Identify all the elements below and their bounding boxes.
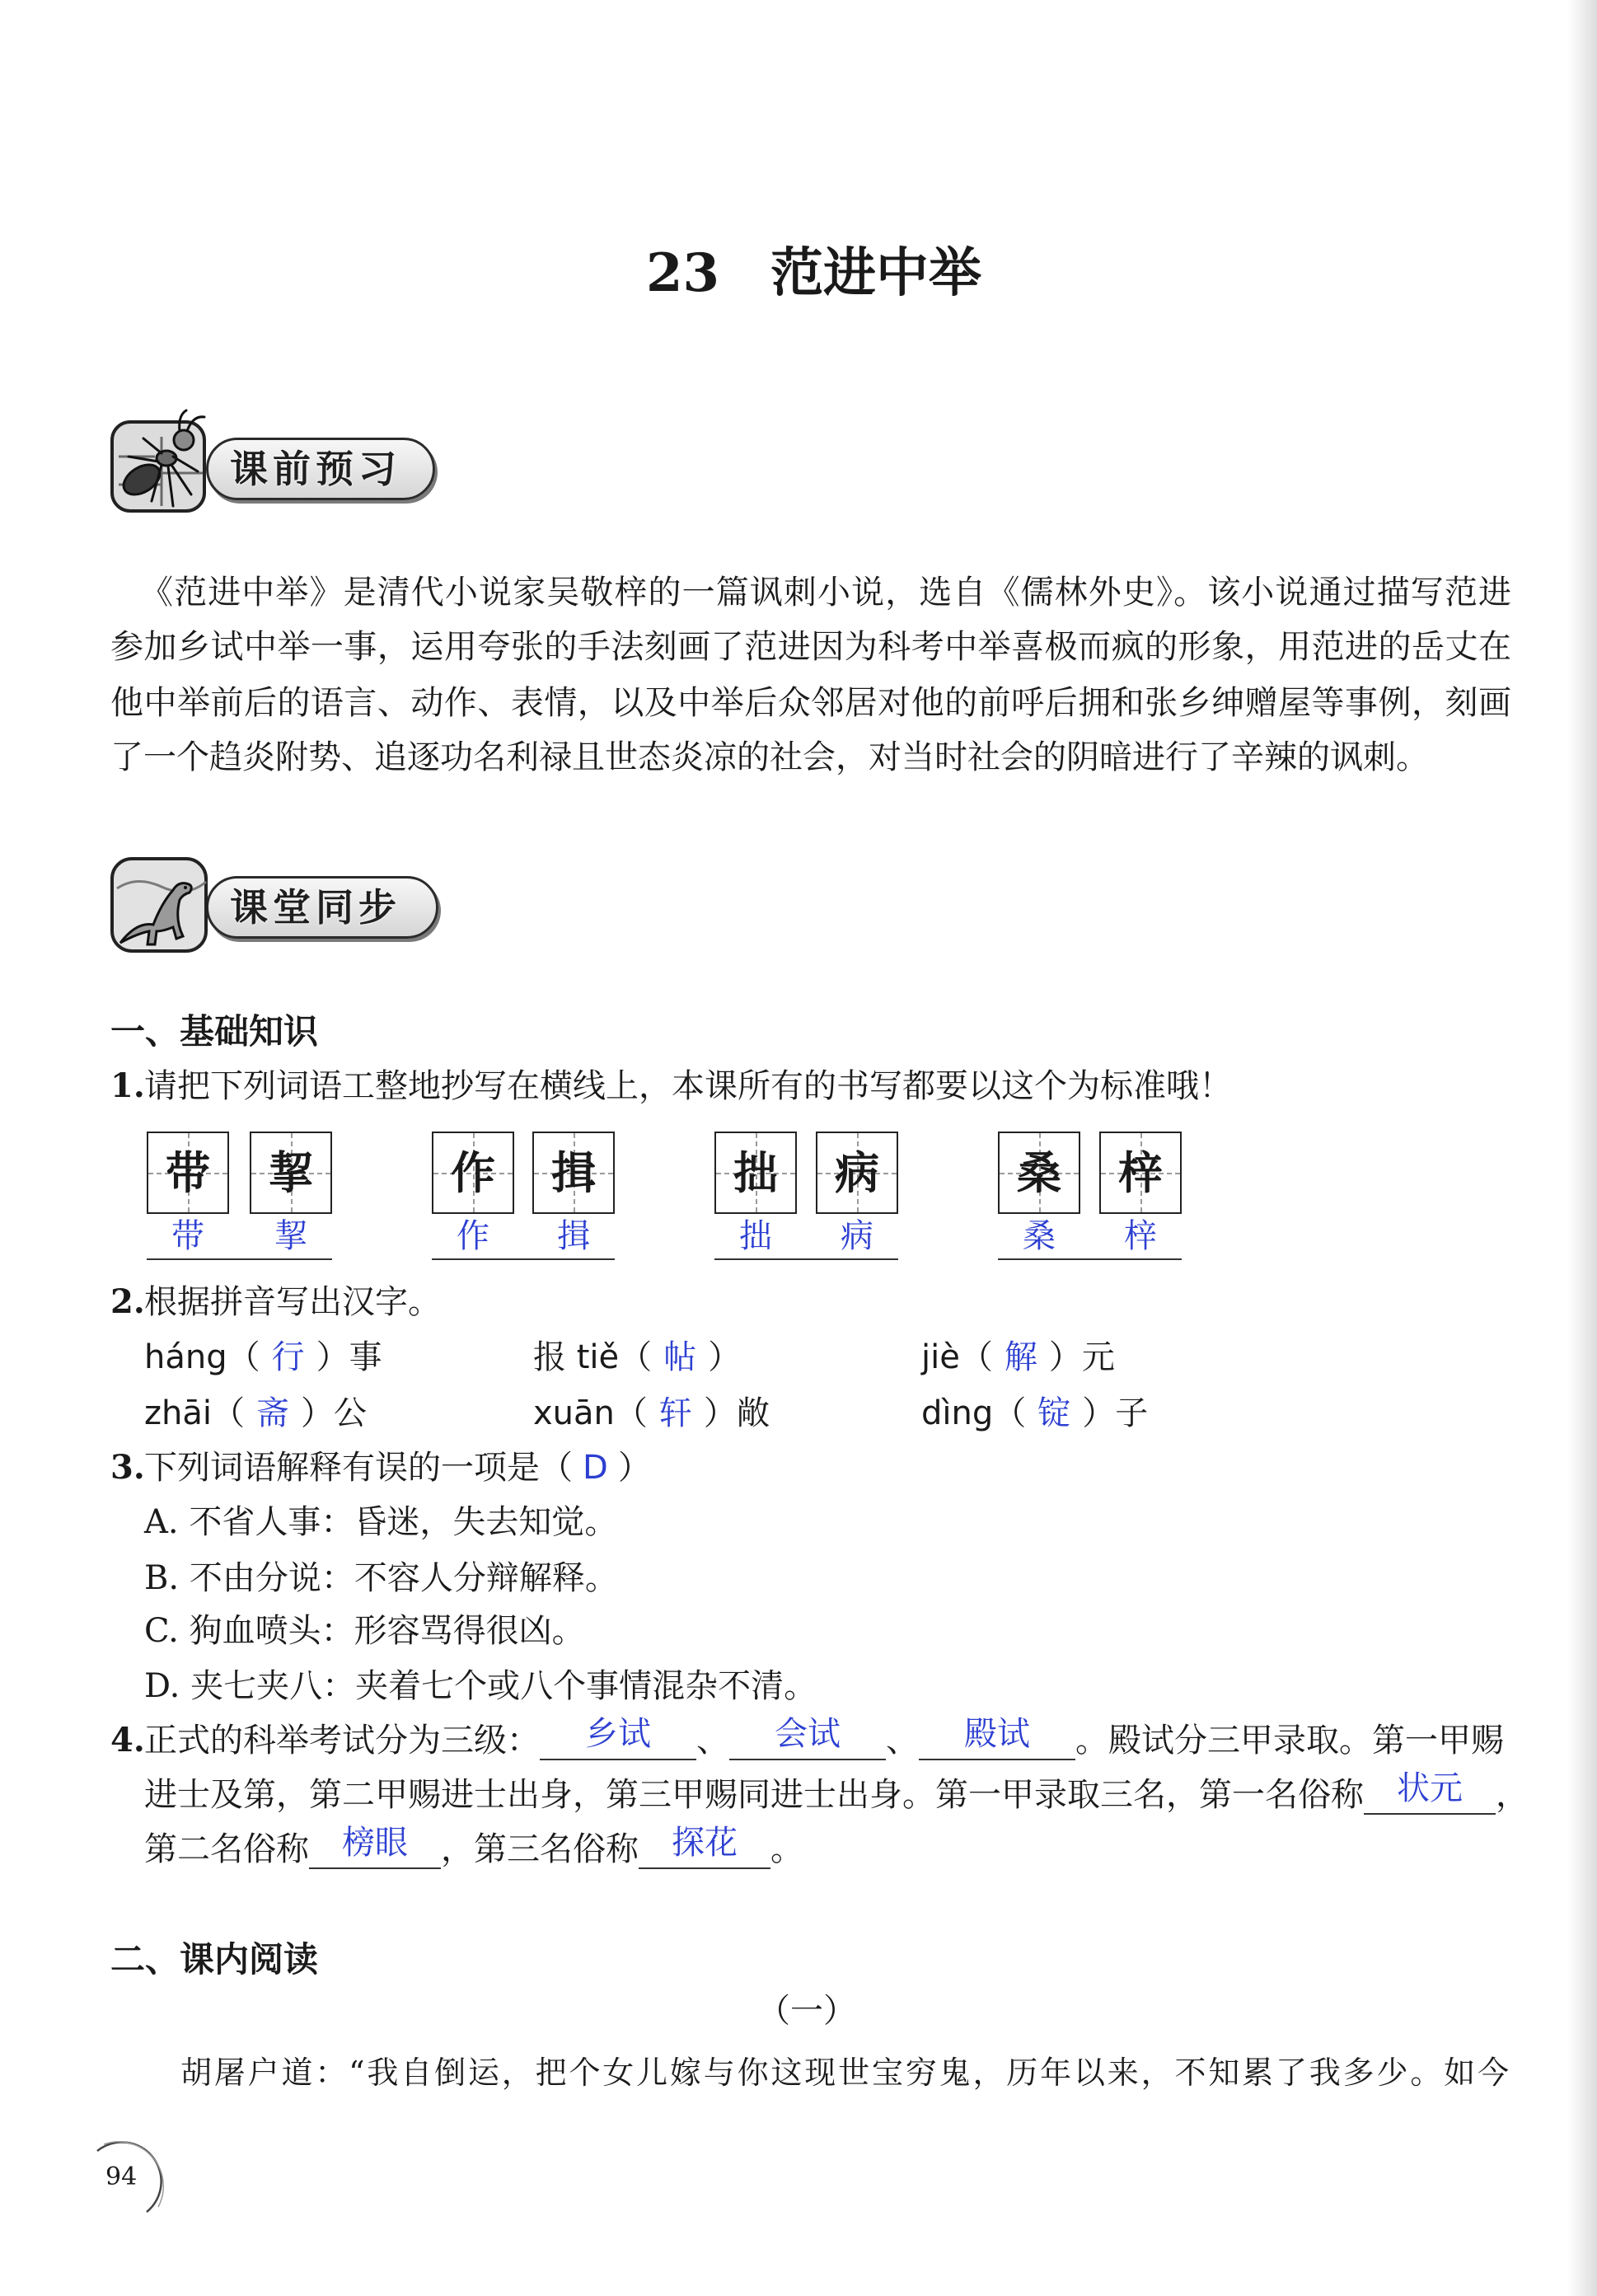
preview-badge-label: 课前预习 [230,447,401,491]
page-number: 94 [105,2162,138,2191]
pinyin-prompt: dìng（ [921,1394,1027,1432]
pinyin-answer[interactable]: 锭 [1037,1394,1071,1432]
pinyin-item [921,1394,1149,1432]
question-3 [110,1448,651,1487]
pinyin-answer[interactable]: 斋 [255,1394,289,1432]
question-text: 进士及第，第二甲赐进士出身，第三甲赐同进士出身。第一甲录取三名，第一名俗称 [144,1776,1364,1814]
choice-option-c: C. 狗血喷头：形容骂得很凶。 [144,1612,585,1650]
copy-grid-box [147,1132,229,1214]
choice-option-a: A. 不省人事：昏迷，失去知觉。 [144,1503,618,1541]
question-4-line-1 [110,1715,1504,1760]
blank-answer: 探花 [672,1824,738,1862]
fill-blank[interactable] [540,1715,696,1760]
choice-option-b: B. 不由分说：不容人分辩解释。 [144,1559,618,1597]
classroom-badge-label: 课堂同步 [230,885,401,930]
model-character: 揖 [551,1146,596,1199]
pinyin-item [921,1338,1115,1376]
pinyin-prompt: háng（ [144,1338,260,1376]
ant-icon [104,407,219,522]
intro-line: 《范进中举》是清代小说家吴敬梓的一篇讽刺小说，选自《儒林外史》。该小说通过描写范进 [140,574,1511,611]
copy-grid-box [250,1132,332,1214]
blank-answer: 状元 [1397,1769,1463,1807]
model-character: 作 [451,1146,495,1199]
question-text: 。 [770,1830,803,1868]
handwritten-answer[interactable]: 带 [171,1217,204,1255]
blank-answer: 乡试 [585,1715,651,1753]
question-4-line-2 [144,1769,1529,1815]
question-number: 3. [110,1448,145,1487]
writing-line [998,1258,1182,1260]
question-number: 2. [110,1282,145,1321]
model-character: 桑 [1017,1146,1061,1199]
dinosaur-icon [104,846,219,961]
question-number: 1. [110,1066,145,1105]
question-number: 4. [110,1721,145,1759]
choice-option-d: D. 夹七夹八：夹着七个或八个事情混杂不清。 [144,1667,817,1705]
pinyin-prompt: 报 tiě（ [533,1338,653,1376]
handwritten-answer[interactable]: 拙 [739,1217,772,1255]
blank-answer: 榜眼 [342,1824,408,1862]
handwritten-answer[interactable]: 桑 [1023,1217,1056,1255]
lesson-number: 23 [646,242,720,304]
question-text: ， [1496,1776,1529,1814]
handwritten-answer[interactable]: 揖 [557,1217,590,1255]
pinyin-suffix: ）事 [316,1338,382,1376]
section-heading-reading: 二、课内阅读 [110,1939,319,1980]
choice-answer[interactable]: D [583,1449,608,1487]
writing-line [714,1258,898,1260]
separator: 、 [886,1722,919,1759]
copy-grid-box [1099,1132,1182,1214]
handwritten-answer[interactable]: 病 [841,1217,873,1255]
question-text: 第二名俗称 [144,1830,309,1868]
pinyin-prompt: jiè（ [921,1338,993,1376]
pinyin-prompt: xuān（ [533,1394,648,1432]
pinyin-item [533,1338,742,1376]
pinyin-suffix: ）子 [1082,1394,1149,1432]
question-1 [110,1066,1232,1105]
copy-grid-box [816,1132,898,1214]
question-2 [110,1282,441,1321]
classroom-badge [206,876,438,939]
question-text: 正式的科举考试分为三级： [144,1722,540,1759]
question-4-line-3 [144,1824,803,1869]
blank-answer: 殿试 [964,1715,1030,1753]
handwritten-answer[interactable]: 作 [457,1217,489,1255]
fill-blank[interactable] [919,1715,1075,1760]
question-prompt: 下列词语解释有误的一项是（ [144,1449,573,1487]
pinyin-item [144,1338,382,1376]
pinyin-suffix: ）敞 [703,1394,770,1432]
handwritten-answer[interactable]: 梓 [1124,1217,1157,1255]
pinyin-answer[interactable]: 解 [1004,1338,1037,1376]
handwritten-answer[interactable]: 挈 [274,1217,307,1255]
reading-part-label: （一） [757,1992,856,2030]
pinyin-suffix: ）公 [300,1394,367,1432]
model-character: 带 [166,1146,210,1199]
reading-passage: 胡屠户道：“我自倒运，把个女儿嫁与你这现世宝穷鬼，历年以来，不知累了我多少。如今 [180,2055,1509,2091]
pinyin-item [533,1394,770,1432]
page-edge-shadow [1567,0,1597,2296]
copy-grid-box [432,1132,514,1214]
pinyin-prompt: zhāi（ [144,1394,245,1432]
model-character: 病 [835,1146,879,1199]
question-prompt-end: ） [617,1449,651,1487]
model-character: 挈 [269,1146,313,1199]
preview-badge [206,438,435,500]
question-prompt: 请把下列词语工整地抄写在横线上，本课所有的书写都要以这个为标准哦！ [144,1067,1232,1105]
model-character: 拙 [733,1146,778,1199]
writing-line [147,1258,332,1260]
fill-blank[interactable] [639,1824,770,1869]
fill-blank[interactable] [309,1824,441,1869]
copy-grid-box [532,1132,615,1214]
intro-line: 参加乡试中举一事，运用夸张的手法刻画了范进因为科考中举喜极而疯的形象，用范进的岳丈在 [110,628,1511,666]
pinyin-suffix: ）元 [1048,1338,1115,1376]
question-text: ，第三名俗称 [441,1830,639,1868]
lesson-title-text: 范进中举 [770,242,982,304]
section-heading-basics: 一、基础知识 [110,1011,319,1052]
intro-line: 他中举前后的语言、动作、表情，以及中举后众邻居对他的前呼后拥和张乡绅赠屋等事例，刻画 [110,684,1511,722]
fill-blank[interactable] [729,1715,886,1760]
pinyin-answer[interactable]: 帖 [663,1338,697,1376]
copy-grid-box [998,1132,1080,1214]
blank-answer: 会试 [775,1715,841,1753]
question-prompt: 根据拼音写出汉字。 [144,1283,441,1321]
pinyin-answer[interactable]: 轩 [658,1394,692,1432]
pinyin-suffix: ） [708,1338,742,1376]
model-character: 梓 [1118,1146,1163,1199]
copy-grid-box [714,1132,797,1214]
writing-line [432,1258,615,1260]
pinyin-item [144,1394,367,1432]
question-text: 。殿试分三甲录取。第一甲赐 [1075,1722,1504,1759]
pinyin-answer[interactable]: 行 [271,1338,305,1376]
intro-line: 了一个趋炎附势、追逐功名利禄且世态炎凉的社会，对当时社会的阴暗进行了辛辣的讽刺。 [110,738,1429,776]
fill-blank[interactable] [1364,1769,1496,1815]
lesson-title [646,242,982,304]
separator: 、 [696,1722,729,1759]
